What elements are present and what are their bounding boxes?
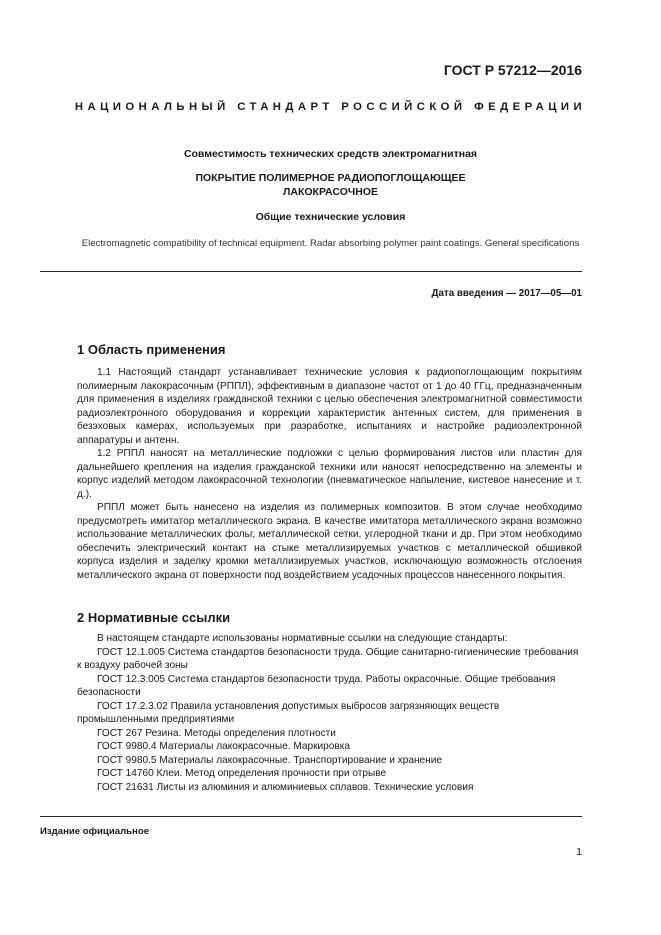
reference-item: ГОСТ 21631 Листы из алюминия и алюминиевых сплавов. Технические условия (97, 781, 474, 793)
section1-paragraph-1-2: 1.2 РППЛ наносят на металлические подложки с целью формирования листов или пластин для дальнейшего крепления на изделия гражданской техники или наносят непосредственно на элементы и корпус изделий методом лакокрасочной технологии (пневматическое напыление, кистевое нанесение и т. д.). (77, 448, 582, 500)
title-english: Electromagnetic compatibility of technical equipment. Radar absorbing polymer paint coatings. General specifications (81, 238, 580, 249)
national-standard-banner: НАЦИОНАЛЬНЫЙ СТАНДАРТ РОССИЙСКОЙ ФЕДЕРАЦИИ (74, 101, 587, 113)
section1-heading: 1 Область применения (77, 342, 226, 357)
title-sub: Общие технические условия (255, 211, 406, 223)
title-main-line1: ПОКРЫТИЕ ПОЛИМЕРНОЕ РАДИОПОГЛОЩАЮЩЕЕ (195, 172, 466, 184)
title-main-line2: ЛАКОКРАСОЧНОЕ (283, 186, 378, 198)
reference-item: ГОСТ 9980.5 Материалы лакокрасочные. Транспортирование и хранение (97, 754, 442, 766)
section2-heading: 2 Нормативные ссылки (77, 610, 231, 625)
reference-item: ГОСТ 14760 Клеи. Метод определения прочности при отрыве (97, 768, 387, 779)
section1-body (77, 366, 582, 582)
introduction-date: Дата введения — 2017—05—01 (431, 288, 582, 299)
section1-paragraph-1-1: 1.1 Настоящий стандарт устанавливает технические условия к радиопоглощающим покрытиям полимерным лакокрасочным (РППЛ), эффективным в диапазоне частот от 1 до 40 ГГц, предназначенным для применения в изделиях гражданской техники с целью обеспечения электромагнитной совместимости радиоэлектронного оборудования и коррекции характеристик антенных систем, для применения в безэховых камерах, используемых при разработке, испытаниях и настройке радиоэлектронной аппаратуры и антенн. (77, 367, 582, 446)
page-number: 1 (576, 846, 582, 858)
reference-item: ГОСТ 17.2.3.02 Правила установления допустимых выбросов загрязняющих веществ промышленными предприятиями (77, 700, 500, 725)
reference-item: ГОСТ 12.1.005 Система стандартов безопасности труда. Общие санитарно-гигиенические требования к воздуху рабочей зоны (77, 646, 579, 671)
section1-paragraph-3: РППЛ может быть нанесено на изделия из полимерных композитов. В этом случае необходимо предусмотреть имитатор металлического экрана. В качестве имитатора металлического экрана возможно использование металлических фольг, металлической сетки, углеродной ткани и др. При этом необходимо обеспечить электрический контакт на стыке металлизируемых участков с металлической обшивкой корпуса изделия и заделку кромки металлизируемых участков, исключающую возможность отслоения металлического экрана от поверхности под воздействием усадочных процессов нанесенного покрытия. (77, 502, 582, 581)
divider-bottom (40, 816, 582, 817)
divider-top (40, 271, 582, 272)
section2-body (77, 632, 582, 794)
title-group: Совместимость технических средств электромагнитная (183, 148, 478, 160)
section2-intro: В настоящем стандарте использованы нормативные ссылки на следующие стандарты: (97, 633, 508, 644)
official-edition-label: Издание официальное (40, 826, 150, 837)
reference-item: ГОСТ 267 Резина. Методы определения плотности (97, 727, 336, 739)
reference-item: ГОСТ 12.3.005 Система стандартов безопасности труда. Работы окрасочные. Общие требования безопасности (77, 673, 556, 698)
reference-item: ГОСТ 9980.4 Материалы лакокрасочные. Маркировка (97, 741, 350, 752)
document-number: ГОСТ Р 57212—2016 (443, 62, 582, 78)
